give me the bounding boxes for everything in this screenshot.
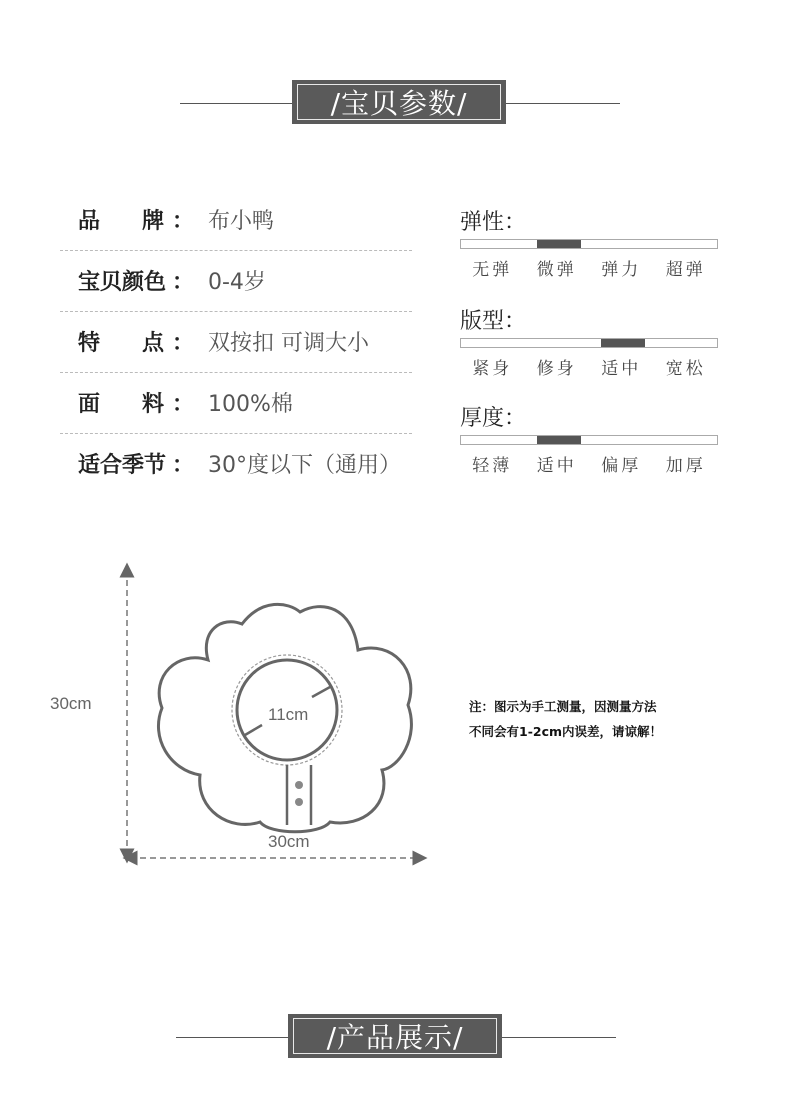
neck-label: 11cm	[268, 705, 309, 724]
param-row-color: 宝贝颜色 ： 0-4岁	[60, 251, 412, 312]
snap-button-top	[295, 781, 303, 789]
scale-option: 超弹	[665, 260, 706, 280]
param-label: 特 点	[78, 331, 164, 356]
measurement-note: 注：图示为手工测量，因测量方法 不同会有1-2cm内误差，请谅解！	[469, 699, 663, 739]
param-value: 布小鸭	[208, 209, 275, 234]
scale-option: 轻薄	[472, 456, 513, 476]
display-section-header	[0, 1014, 790, 1062]
header-right-rule	[502, 1037, 616, 1038]
param-label: 宝贝颜色	[78, 270, 167, 295]
param-row-feature: 特 点 ： 双按扣 可调大小	[60, 312, 412, 373]
neck-measure-tick-right	[312, 687, 330, 697]
param-value: 100%棉	[208, 392, 293, 417]
section-title: /产品展示/	[326, 1021, 464, 1054]
header-box	[288, 1014, 502, 1058]
scale-option: 无弹	[472, 260, 513, 280]
scale-option: 修身	[536, 359, 577, 379]
scale-title: 版型：	[460, 309, 527, 334]
neck-measure-tick-left	[245, 725, 262, 735]
param-row-fabric: 面 料 ： 100%棉	[60, 373, 412, 434]
scale-option: 偏厚	[601, 456, 642, 476]
scale-option: 微弹	[536, 260, 577, 280]
param-label: 品 牌	[78, 209, 164, 234]
snap-button-bottom	[295, 798, 303, 806]
width-label: 30cm	[268, 832, 310, 851]
param-value: 双按扣 可调大小	[208, 331, 369, 356]
height-label: 30cm	[50, 694, 92, 713]
param-row-season: 适合季节 ： 30°度以下（通用）	[60, 434, 412, 494]
header-left-rule	[176, 1037, 288, 1038]
param-value: 30°度以下（通用）	[208, 453, 401, 478]
param-label: 适合季节	[78, 453, 167, 478]
param-row-brand: 品 牌 ： 布小鸭	[60, 190, 412, 251]
scale-option: 宽松	[665, 359, 706, 379]
scale-option: 弹力	[601, 260, 642, 280]
scale-option: 紧身	[472, 359, 513, 379]
section-title: /宝贝参数/	[330, 87, 468, 120]
scale-option: 加厚	[665, 456, 706, 476]
param-label: 面 料	[78, 392, 164, 417]
scale-title: 厚度：	[460, 406, 527, 431]
scale-option: 适中	[601, 359, 642, 379]
scale-title: 弹性：	[460, 210, 527, 235]
param-value: 0-4岁	[208, 270, 266, 295]
scale-option: 适中	[536, 456, 577, 476]
